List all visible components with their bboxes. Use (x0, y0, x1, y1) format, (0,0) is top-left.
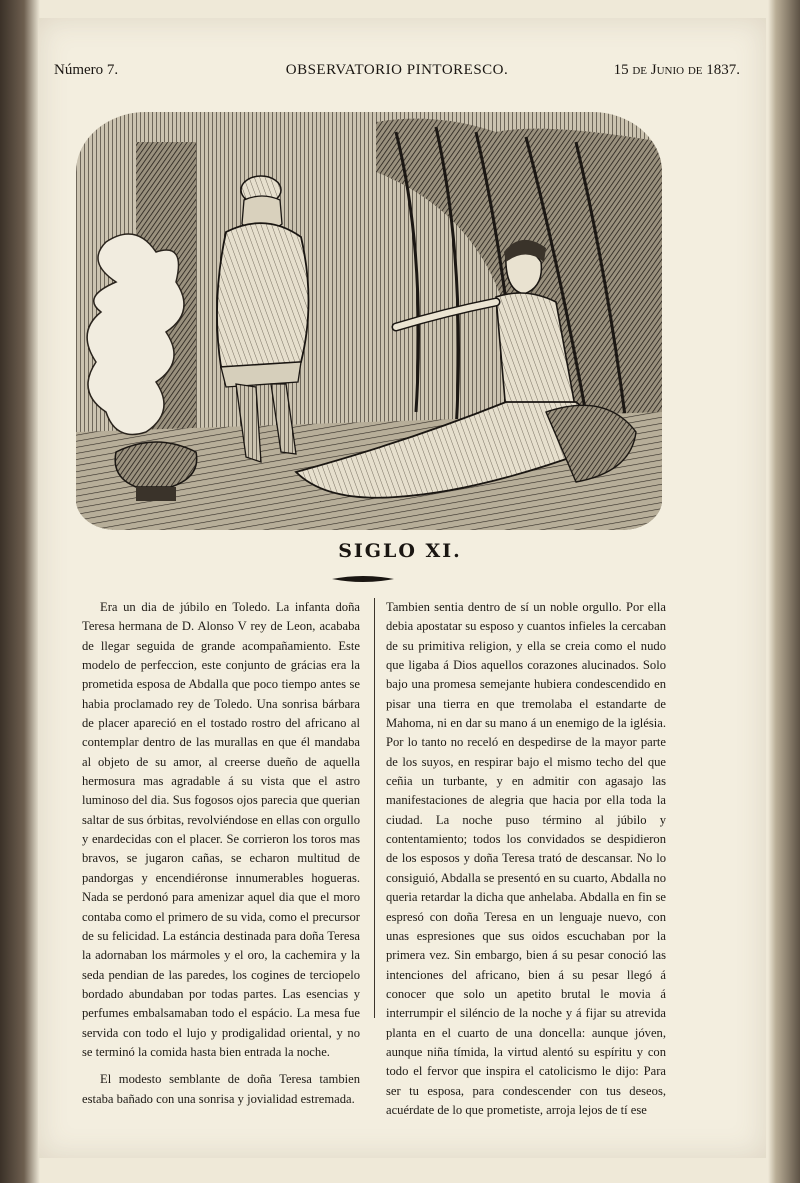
engraving-scene (76, 112, 662, 530)
issue-date (614, 62, 740, 79)
date-year: 1837. (706, 62, 740, 78)
issue-number: Número 7. (54, 62, 119, 78)
date-month: de Junio de (632, 62, 703, 78)
column-divider (374, 598, 375, 1018)
page-header (54, 62, 740, 90)
left-column (82, 598, 360, 1109)
section-title-block (0, 540, 800, 562)
paragraph: El modesto semblante de doña Teresa tambien estaba bañado con una sonrisa y jovialidad estremada. (82, 1072, 360, 1106)
paragraph: Tambien sentia dentro de sí un noble orgullo. Por ella debia apostatar su esposo y cuantos infieles la cercaban de su primitiva religion, y ella se creia como el nudo que ligaba á Dios aquellos corazones alucinados. Solo bajo una promesa semejante hubiera condescendido en pisar una tierra en que tremolaba el estandarte de Mahoma, ni en dar su mano á un enemigo de la iglésia. Por lo tanto no receló en despedirse de la mayor parte de los suyos, en respirar bajo el mismo techo del que ceñia un turbante, y en admitir con agasajo las manifestaciones de alegria que hacia por ella toda la ciudad. La noche puso término al júbilo y contentamiento; todos los convidados se despidieron de los esposos y doña Teresa trató de descansar. No lo consiguió, Abdalla se presentó en su cuarto, Abdalla no queria retardar la dicha que anhelaba. Abdalla en fin se espresó con doña Teresa en un lenguaje nuevo, con unas espresiones que sus oidos escuchaban por la primera vez. Sin embargo, bien á su pesar conoció las intenciones del africano, bien á su pesar llegó á conocer que solo un apetito brutal le movia á interrumpir el siléncio de la noche y á fijar su atrevida planta en el cuarto de una doncella: aunque jóven, aunque niña tímida, la virtud alentó su espíritu y con todo el fervor que inspira el catolicismo le dijo: Para ser tu esposa, para condescender con tus deseos, acuérdate de lo que prometiste, arroja lejos de tí ese (386, 600, 666, 1117)
right-column (386, 598, 666, 1120)
publication-title: OBSERVATORIO PINTORESCO. (285, 62, 509, 78)
section-title: SIGLO XI. (338, 540, 462, 562)
paragraph: Era un dia de júbilo en Toledo. La infanta doña Teresa hermana de D. Alonso V rey de Leon, acababa de llegar seguida de grande acompañamiento. Este modelo de perfeccion, este conjunto de grácias era la prometida esposa de Abdalla que poco tiempo antes se habia proclamado rey de Toledo. Una sonrisa bárbara de placer apareció en el tostado rostro del africano al contemplar dentro de las murallas en que él mandaba al objeto de su amor, al creerse dueño de aquella hermosura mas agradable á su vista que el astro luminoso del dia. Sus fogosos ojos parecia que querian saltar de sus órbitas, revolviéndose en ellas con orgullo y enardecidas con el placer. Se corrieron los toros mas bravos, se jugaron cañas, se echaron multitud de pandorgas y encendiéronse innumerables hogueras. Nada se perdonó para amenizar aquel dia que el moro contaba como el primero de su vida, como el precursor de su felicidad. La estáncia destinada para doña Teresa la adornaban los mármoles y el oro, la cachemira y la seda pendian de las paredes, los cogines de terciopelo bordado abundaban por todas partes. Las esencias y perfumes embalsamaban todo el espácio. La mesa fue servida con todo el lujo y prodigalidad oriental, y no se terminó la comida hasta bien entrada la noche. (82, 600, 360, 1059)
engraving-illustration (76, 112, 662, 530)
date-day: 15 (613, 62, 629, 78)
title-ornament (332, 574, 394, 584)
